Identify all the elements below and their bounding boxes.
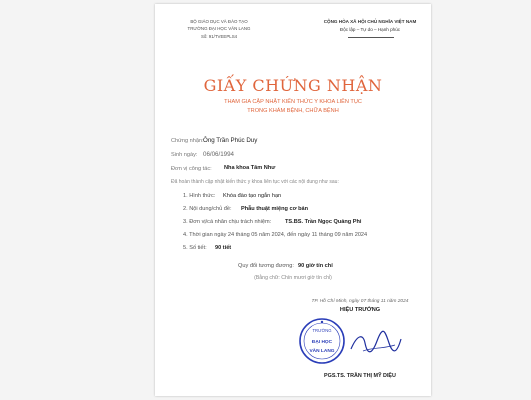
item-hours-value: 90 tiết bbox=[215, 245, 232, 251]
item-hours-label: 5. Số tiết: bbox=[183, 245, 207, 251]
item-form-value: Khóa đào tạo ngắn hạn bbox=[223, 193, 282, 199]
recipient-value: Ông Trần Phúc Duy bbox=[203, 137, 258, 144]
equivalent-note: (Bằng chữ: Chín mươi giờ tín chỉ) bbox=[254, 275, 332, 281]
certificate-subtitle-2: TRONG KHÁM BỆNH, CHỮA BỆNH bbox=[247, 108, 339, 114]
workplace-label: Đơn vị công tác: bbox=[171, 166, 212, 172]
place-date: TP. Hồ Chí Minh, ngày 07 tháng 11 năm 2024 bbox=[311, 299, 409, 304]
recipient-label: Chứng nhận: bbox=[171, 138, 204, 144]
equivalent-label: Quy đổi tương đương: bbox=[238, 263, 294, 269]
dob-value: 06/06/1994 bbox=[203, 151, 234, 158]
header-motto-underline bbox=[348, 37, 394, 38]
header-ministry: BỘ GIÁO DỤC VÀ ĐÀO TẠO bbox=[190, 19, 248, 24]
certificate-subtitle-1: THAM GIA CẬP NHẬT KIẾN THỨC Y KHOA LIÊN TỤC bbox=[224, 99, 362, 105]
certificate-title: GIẤY CHỨNG NHẬN bbox=[203, 76, 383, 95]
header-motto: Độc lập – Tự do – Hạnh phúc bbox=[339, 27, 401, 32]
signature bbox=[345, 329, 405, 359]
seal-text-top: TRƯỜNG bbox=[312, 328, 332, 333]
item-form-label: 1. Hình thức: bbox=[183, 193, 216, 199]
university-seal bbox=[298, 317, 346, 365]
signer-name: PGS.TS. TRẦN THỊ MỸ DIỆU bbox=[324, 373, 396, 379]
header-country: CỘNG HÒA XÃ HỘI CHỦ NGHĨA VIỆT NAM bbox=[323, 19, 417, 24]
item-responsible-value: TS.BS. Trần Ngọc Quảng Phi bbox=[285, 219, 362, 225]
seal-text-mid: ĐẠI HỌC bbox=[311, 340, 333, 345]
dob-label: Sinh ngày: bbox=[171, 152, 198, 158]
item-topic-value: Phẫu thuật miệng cơ bản bbox=[241, 206, 309, 212]
equivalent-value: 90 giờ tín chỉ bbox=[298, 263, 333, 269]
item-time-label: 4. Thời gian ngày 24 tháng 05 năm 2024, đến ngày 11 tháng 09 năm 2024 bbox=[183, 232, 368, 238]
header-university: TRƯỜNG ĐẠI HỌC VĂN LANG bbox=[187, 26, 251, 31]
header-doc-number: Số: 91/TVEEPLS4 bbox=[200, 34, 238, 39]
item-responsible-label: 3. Đơn vị/cá nhân chịu trách nhiệm: bbox=[183, 219, 272, 225]
item-topic-label: 2. Nội dung/chủ đề: bbox=[183, 206, 232, 212]
seal-text-bottom: VĂN LANG bbox=[309, 349, 335, 354]
certificate-page bbox=[155, 4, 431, 396]
signer-title: HIỆU TRƯỞNG bbox=[339, 307, 381, 313]
workplace-value: Nha khoa Tâm Như bbox=[224, 165, 276, 171]
intro-text: Đã hoàn thành cập nhật kiến thức y khoa liên tục với các nội dung như sau: bbox=[171, 179, 339, 185]
